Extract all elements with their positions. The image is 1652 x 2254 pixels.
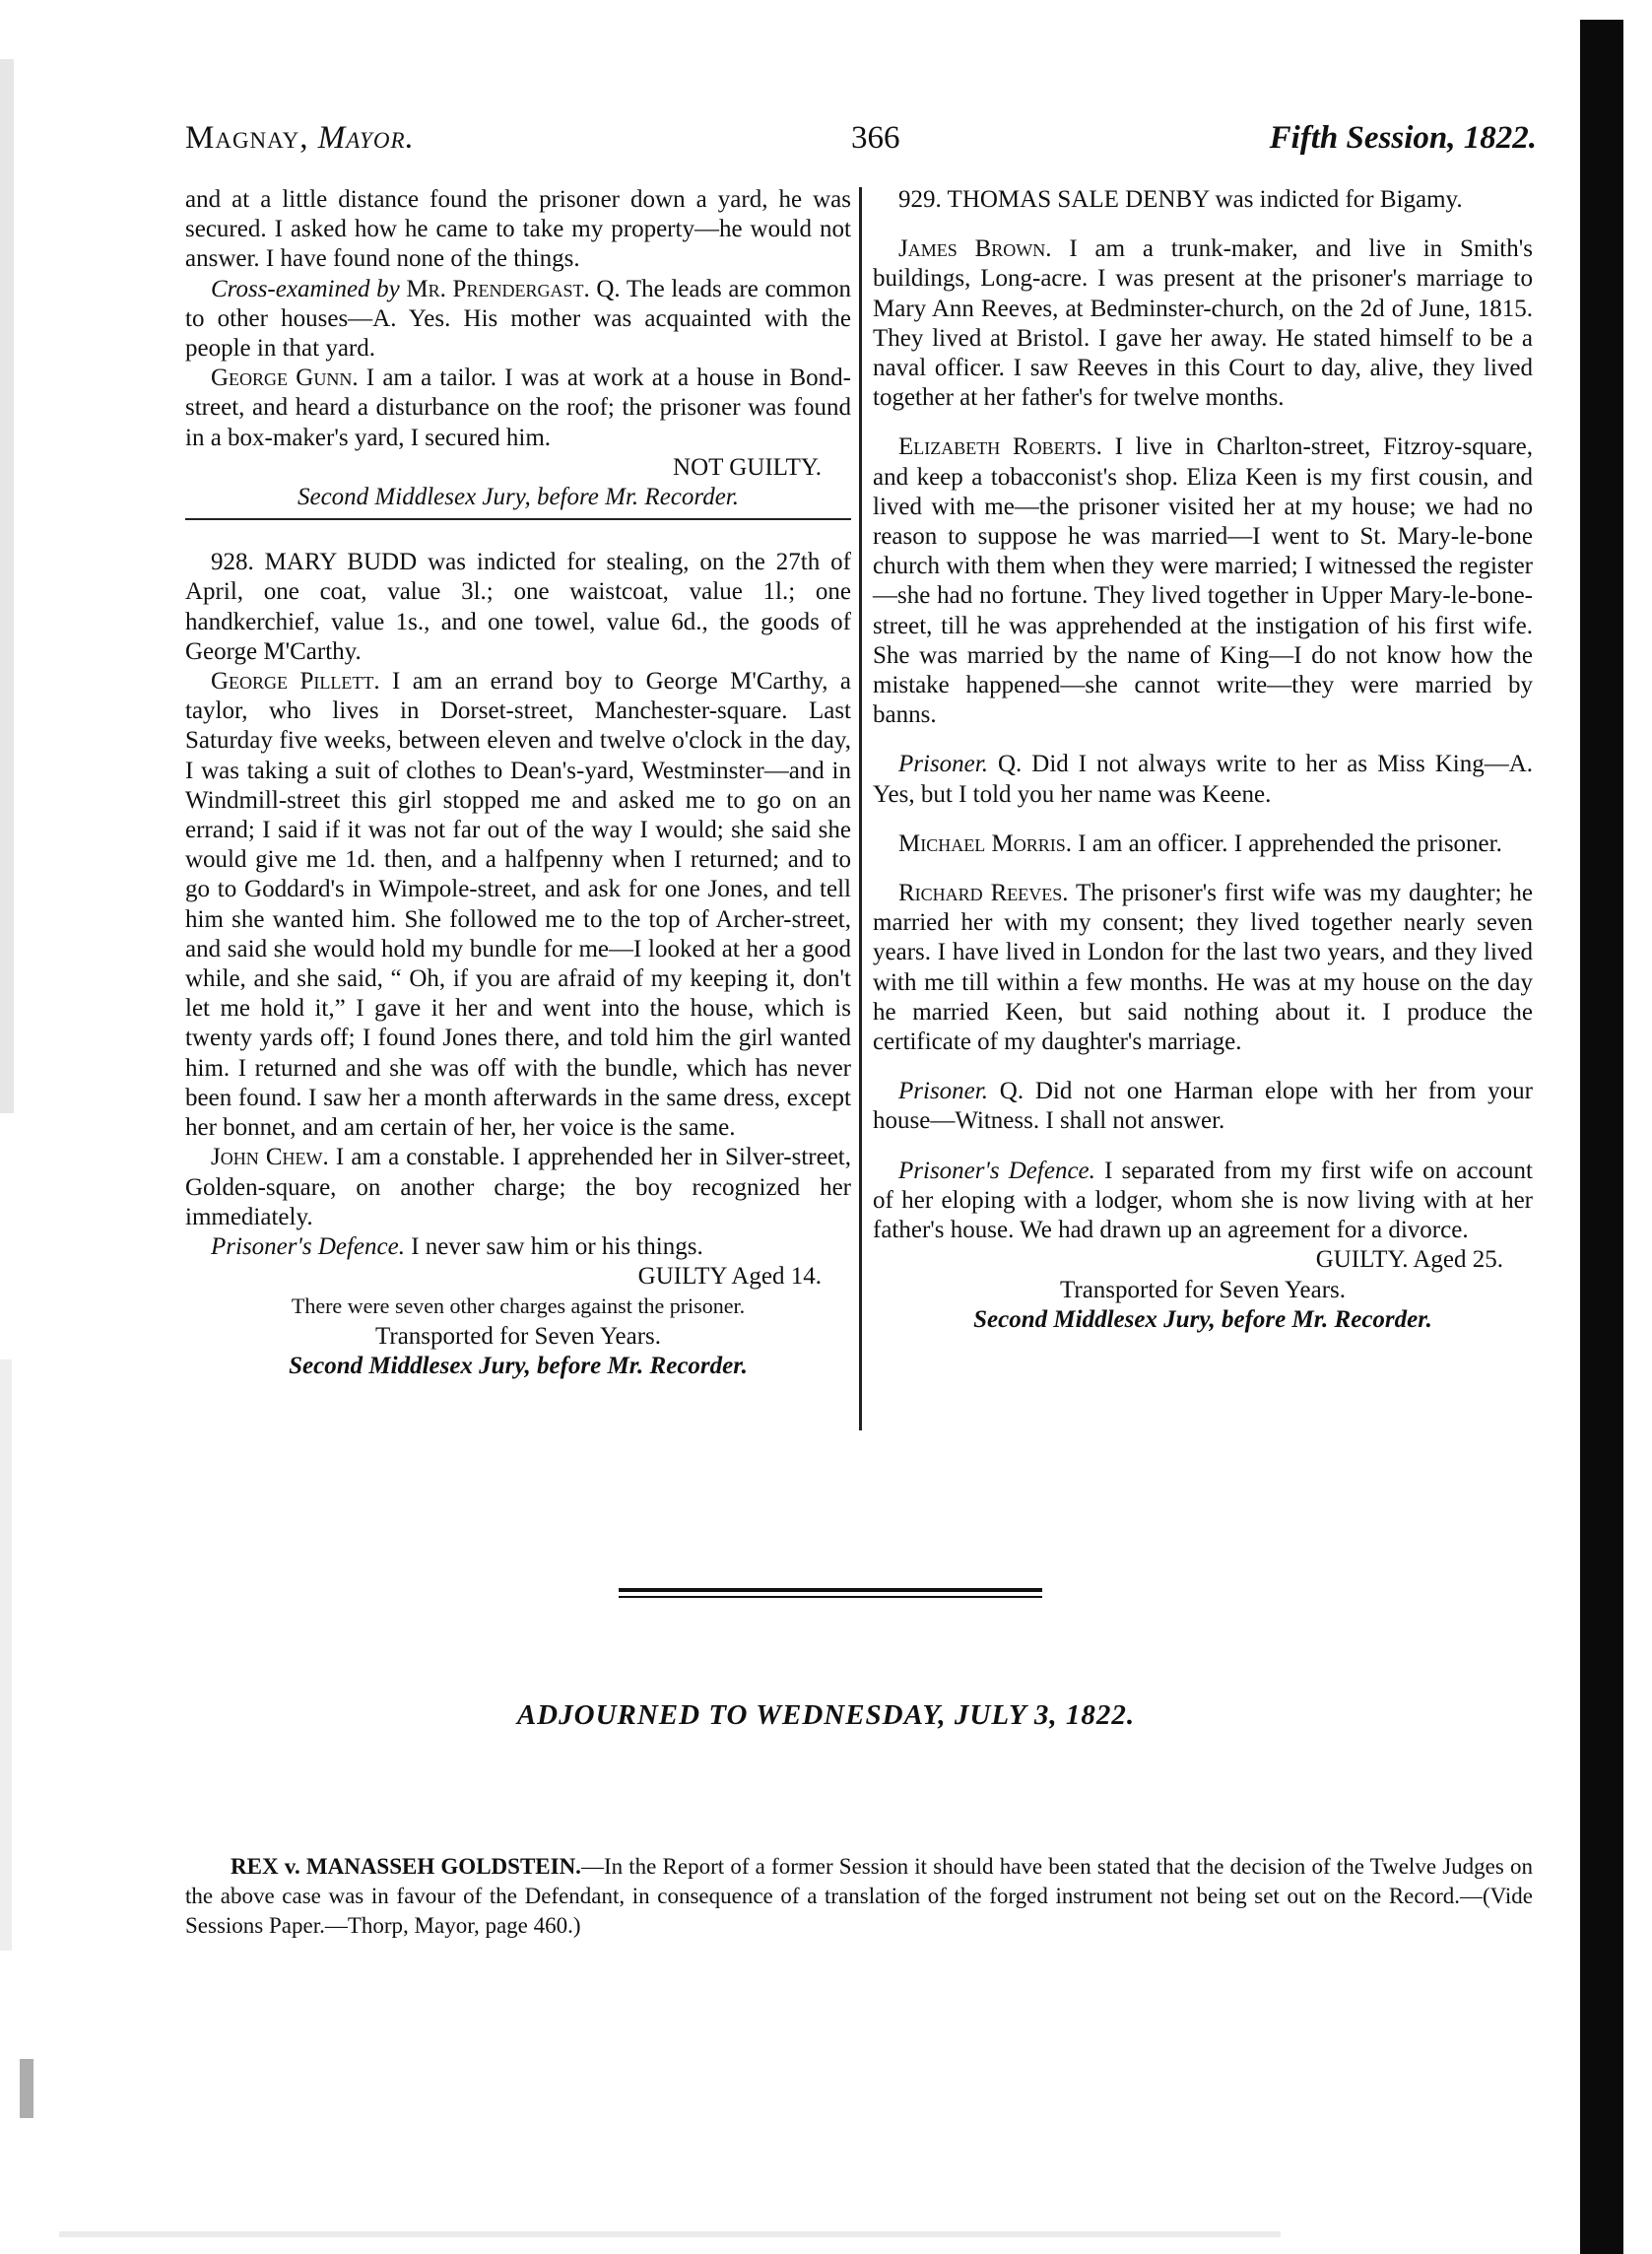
indictment: 929. THOMAS SALE DENBY was indicted for Bigamy. <box>898 186 1463 213</box>
speaker: Elizabeth Roberts. <box>898 433 1102 461</box>
label: Prisoner's Defence. <box>211 1232 405 1260</box>
paragraph <box>185 364 851 453</box>
page-number: 366 <box>851 120 900 156</box>
verdict: GUILTY Aged 14. <box>637 1263 822 1291</box>
jury-line <box>185 1352 851 1381</box>
header-mayor <box>185 120 415 157</box>
left-column <box>185 185 851 1381</box>
text: I am a trunk-maker, and live in Smith's buildings, Long-acre. I was present at the prisoner's marriage to Mary Ann Reeves, at Bedminster-church, on the 2d of June, 1815. They lived at Bristol. I gave her away. He stated himself to be a naval officer. I saw Reeves in this Court to day, alive, they lived together at her father's for twelve months. <box>873 235 1533 412</box>
jury-line <box>873 1305 1533 1335</box>
adjournment-heading: ADJOURNED TO WEDNESDAY, JULY 3, 1822. <box>516 1699 1136 1731</box>
text: I never saw him or his things. <box>411 1232 703 1260</box>
scan-speck <box>0 1359 12 1951</box>
verdict: NOT GUILTY. <box>673 453 822 481</box>
text: I separated from my first wife on account of her eloping with a lodger, whom she is now living with at her father's house. We had drawn up an agreement for a divorce. <box>873 1157 1533 1244</box>
jury-text: Second Middlesex Jury, before Mr. Recorder. <box>973 1305 1432 1333</box>
double-rule-top <box>619 1588 1042 1592</box>
rex-title: REX v. MANASSEH GOLDSTEIN. <box>231 1854 581 1879</box>
paragraph <box>873 234 1533 413</box>
speaker: Richard Reeves. <box>898 880 1069 907</box>
text: I live in Charlton-street, Fitzroy-square, and keep a tobacconist's shop. Eliza Keen is my first cousin, and lived with me—the prisoner visited her at my house; we had no reason to suppose he was married—I went to St. Mary-le-bone church with them when they were married; I witnessed the register—she had no fortune. They lived together in Upper Mary-le-bone-street, till he was apprehended at the instigation of his first wife. She was married by the name of King—I do not know how the mistake happened—she cannot write—they were married by banns. <box>873 433 1534 729</box>
paragraph <box>185 667 851 1143</box>
speaker: Michael Morris. <box>898 829 1072 857</box>
sentence: Transported for Seven Years. <box>374 1322 662 1350</box>
paragraph <box>185 1143 851 1232</box>
label: Prisoner. <box>898 1078 988 1105</box>
paragraph <box>873 879 1533 1057</box>
speaker: George Gunn. <box>211 365 359 392</box>
header-title: Mayor. <box>317 120 415 156</box>
speaker: Mr. Prendergast. <box>406 275 590 302</box>
column-divider <box>859 187 862 1430</box>
text: Q. Did not one Harman elope with her from your house—Witness. I shall not answer. <box>873 1078 1534 1135</box>
paragraph <box>873 1157 1533 1246</box>
double-rule-bottom <box>619 1596 1042 1598</box>
rex-note <box>185 1852 1533 1941</box>
paragraph <box>873 432 1533 730</box>
text: I am an errand boy to George M'Carthy, a taylor, who lives in Dorset-street, Manchester-square. Last Saturday five weeks, between eleven and twelve o'clock in the day, I was taking a suit of clothes to Dean's-yard, Westminster—and in Windmill-street this girl stopped me and asked me to go on an errand; I said if it was not far out of the way I would; she said she would give me 1d. then, and a halfpenny when I returned; and to go to Goddard's in Wimpole-street, and ask for one Jones, and tell him she wanted him. She followed me to the top of Archer-street, and said she would hold my bundle for me—I looked at her a good while, and she said, “ Oh, if you are afraid of my keeping it, don't let me hold it,” I gave it her and went into the house, which is twenty yards off; I found Jones there, and told him the girl wanted him. I returned and she was off with the bundle, which has never been found. I saw her a month afterwards in the same dress, except her bonnet, and am certain of her, her voice is the same. <box>185 668 852 1142</box>
text: I am a constable. I apprehended her in Silver-street, Golden-square, on another charge; the boy recognized her immediately. <box>185 1144 851 1230</box>
scan-edge-bar <box>1580 20 1623 2254</box>
rex-paragraph <box>185 1852 1533 1941</box>
indictment: 928. MARY BUDD was indicted for stealing, on the 27th of April, one coat, value 3l.; one waistcoat, value 1l.; one handkerchief, value 1s., and one towel, value 6d., the goods of George M'Carthy. <box>185 549 851 665</box>
text: Q. The leads are common to other houses—A. Yes. His mother was acquainted with the people in that yard. <box>185 275 851 363</box>
right-column <box>873 185 1533 1335</box>
paragraph <box>185 275 851 365</box>
scan-speck <box>0 59 14 1113</box>
speaker: James Brown. <box>898 235 1052 263</box>
label: Prisoner. <box>898 751 988 778</box>
paragraph <box>873 829 1533 859</box>
text: I am an officer. I apprehended the prisoner. <box>1078 829 1502 857</box>
paragraph <box>185 1232 851 1262</box>
note: There were seven other charges against the prisoner. <box>291 1293 746 1319</box>
rex-text: —In the Report of a former Session it should have been stated that the decision of the Twelve Judges on the above case was in favour of the Defendant, in consequence of a translation of the forged instrument not being set out on the Record.—(Vide Sessions Paper.—Thorp, Mayor, page 460.) <box>185 1854 1533 1938</box>
page-header <box>185 120 1537 164</box>
speaker: George Pillett. <box>211 668 380 696</box>
text: I am a tailor. I was at work at a house in Bond-street, and heard a disturbance on the roof; the prisoner was found in a box-maker's yard, I secured him. <box>185 365 851 451</box>
paragraph <box>873 750 1533 809</box>
label: Prisoner's Defence. <box>898 1157 1095 1184</box>
verdict: GUILTY. Aged 25. <box>1315 1246 1503 1274</box>
jury-line: Second Middlesex Jury, before Mr. Recorder. <box>297 484 739 511</box>
label: Cross-examined by <box>211 275 400 302</box>
case-rule <box>185 518 851 520</box>
scan-speck <box>20 2059 33 2118</box>
speaker: John Chew. <box>211 1144 329 1171</box>
header-session: Fifth Session, 1822. <box>1269 120 1537 156</box>
jury-text: Second Middlesex Jury, before Mr. Recorder. <box>289 1352 748 1379</box>
sentence: Transported for Seven Years. <box>1059 1276 1347 1303</box>
scan-speck <box>59 2231 1281 2237</box>
paragraph <box>873 1077 1533 1136</box>
text: The prisoner's first wife was my daughter; he married her with my consent; they lived together nearly seven years. I have lived in London for the last two years, and they lived with me till within a few months. He was at my house on the day he married Keen, but said nothing about it. I produce the certificate of my daughter's marriage. <box>873 880 1533 1056</box>
paragraph: and at a little distance found the prisoner down a yard, he was secured. I asked how he came to take my property—he would not answer. I have found none of the things. <box>185 186 851 273</box>
header-name: Magnay, <box>185 120 309 156</box>
text: Q. Did I not always write to her as Miss King—A. Yes, but I told you her name was Keene. <box>873 751 1534 808</box>
